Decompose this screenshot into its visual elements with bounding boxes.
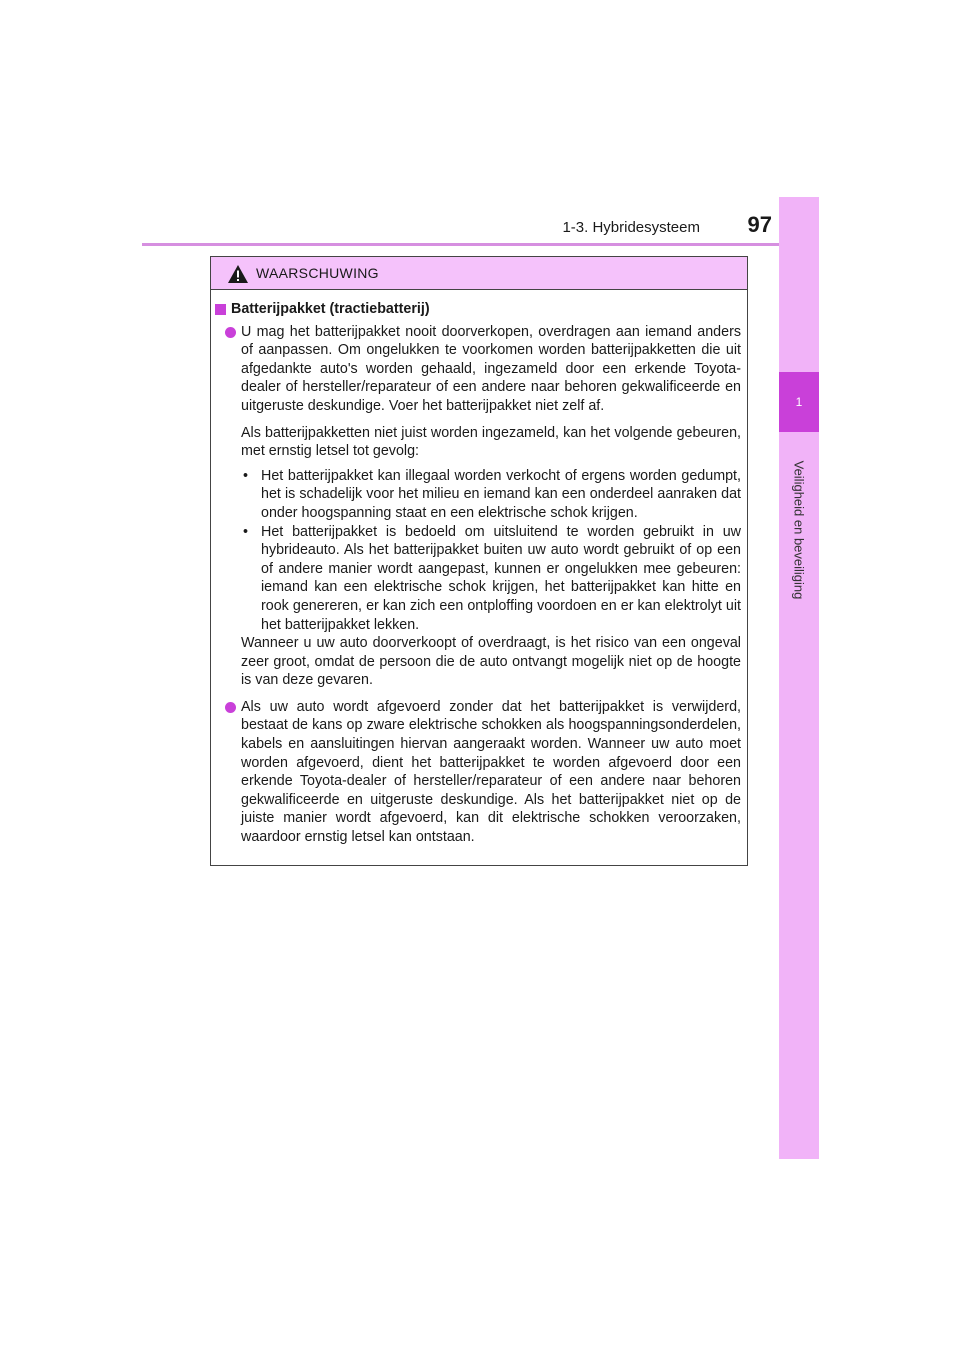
bullet-marker: • [243, 467, 249, 484]
chapter-title-label: Veiligheid en beveiliging [791, 460, 807, 600]
list-item [215, 523, 741, 635]
list-item-text: Het batterijpakket is bedoeld om uitsluitend te worden gebruikt in uw hybrideauto. Als het batterijpakket buiten uw auto wordt gebruikt of op een of andere manier wordt aangepast, kunnen er ongelukken mee gebeuren: iemand kan een elektrische schok krijgen, het batterijpakket kan hitte en rook genereren, er kan zich een ontploffing voordoen en er kan elektrolyt uit het batterijpakket lekken. [261, 523, 741, 633]
warning-title: WAARSCHUWING [256, 265, 379, 281]
warning-item-text: Als uw auto wordt afgevoerd zonder dat het batterijpakket is verwijderd, bestaat de kans op zware elektrische schokken als hoogspanningsonderdelen, kabels en aansluitingen hiervan aangeraakt worden. Wanneer uw auto moet worden afgevoerd, dient het batterijpakket te worden afgevoerd door een erkende Toyota-dealer of hersteller/reparateur of een andere naar behoren gekwalificeerde en uitgeruste deskundige. Als het batterijpakket niet op de juiste manier wordt afgevoerd, kan dit elektrische schokken veroorzaken, waardoor ernstig letsel kan ontstaan. [241, 698, 741, 846]
chapter-side-tab [779, 197, 819, 1159]
circle-bullet-icon [225, 327, 236, 338]
page-number: 97 [747, 212, 772, 237]
bullet-marker: • [243, 523, 249, 540]
section-title-text: Batterijpakket (tractiebatterij) [231, 301, 430, 317]
warning-item [215, 323, 741, 416]
square-bullet-icon [215, 304, 226, 315]
warning-paragraph: Wanneer u uw auto doorverkoopt of overdraagt, is het risico van een ongeval zeer groot, omdat de persoon die de auto ontvangt mogelijk niet op de hoogte is van deze gevaren. [241, 635, 741, 689]
list-item [215, 467, 741, 523]
warning-item [215, 698, 741, 847]
circle-bullet-icon [225, 702, 236, 713]
warning-content [211, 290, 747, 847]
list-item-text: Het batterijpakket kan illegaal worden verkocht of ergens worden gedumpt, het is schadelijk voor het milieu en iemand kan een onderdeel aanraken dat onder hoogspanning staat en een elektrische schok krijgen. [261, 467, 741, 521]
warning-header [211, 257, 747, 290]
warning-paragraph: Als batterijpakketten niet juist worden ingezameld, kan het volgende gebeuren, met ernstig letsel tot gevolg: [241, 424, 741, 460]
section-title [215, 300, 741, 319]
chapter-number-tab[interactable]: 1 [779, 372, 819, 432]
warning-triangle-icon [227, 264, 249, 284]
header-divider [142, 243, 818, 246]
section-header: 1-3. Hybridesysteem [562, 219, 700, 236]
warning-item-text: U mag het batterijpakket nooit doorverkopen, overdragen aan iemand anders of aanpassen. Om ongelukken te voorkomen worden batterijpakketten die uit afgedankte auto's worden gehaald, ingezameld door een erkende Toyota-dealer of hersteller/reparateur of een andere naar behoren gekwalificeerde en uitgeruste deskundige. Voer het batterijpakket niet zelf af. [241, 323, 741, 414]
warning-box [210, 256, 748, 866]
